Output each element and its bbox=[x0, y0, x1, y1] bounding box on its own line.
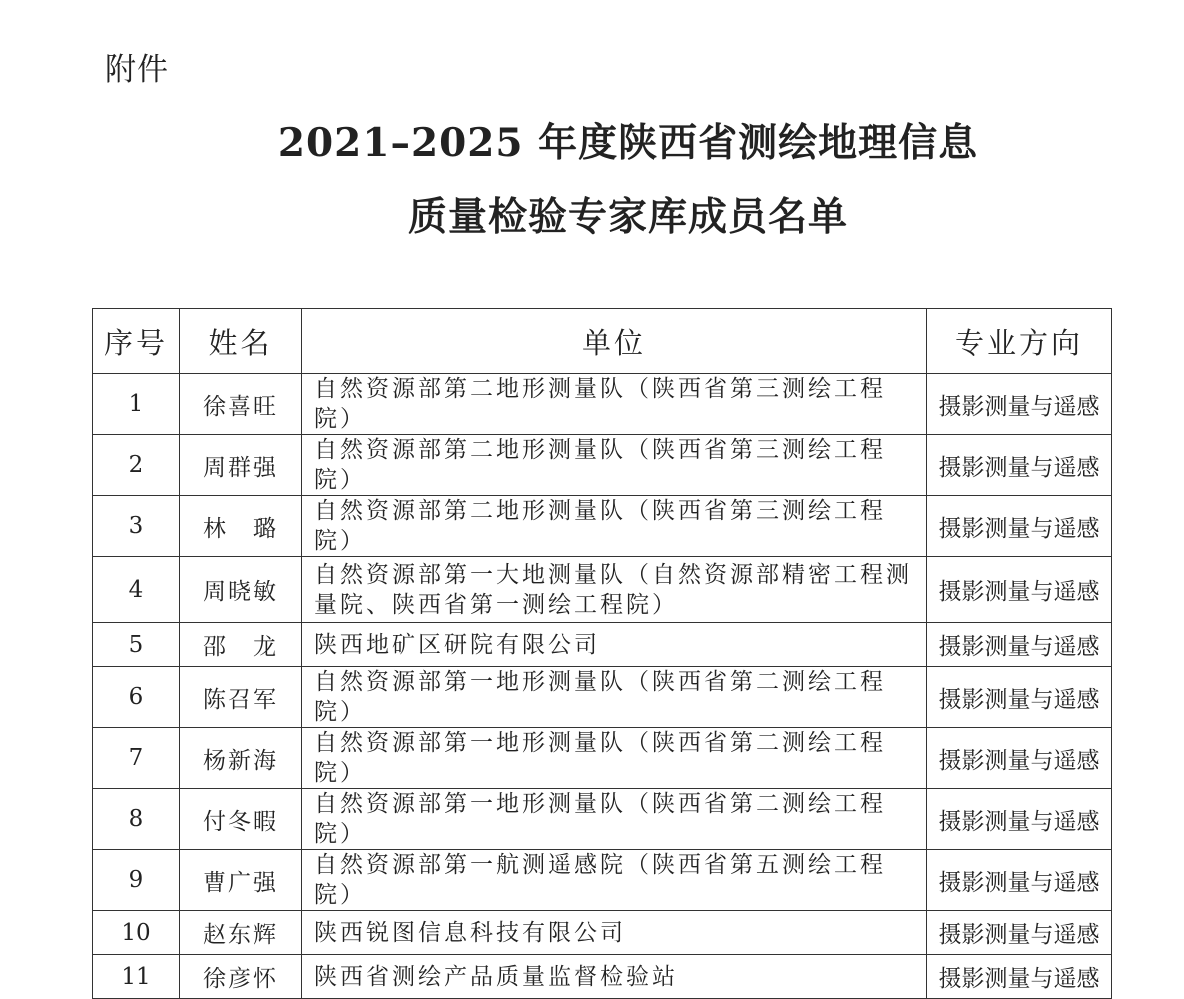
header-name: 姓名 bbox=[180, 309, 302, 374]
cell-no: 5 bbox=[93, 623, 180, 667]
cell-direction: 摄影测量与遥感 bbox=[927, 789, 1112, 850]
cell-direction: 摄影测量与遥感 bbox=[927, 911, 1112, 955]
table-row bbox=[93, 789, 1112, 850]
expert-roster-table bbox=[92, 308, 1112, 999]
table-row bbox=[93, 955, 1112, 999]
table-header-row bbox=[93, 309, 1112, 374]
cell-unit: 自然资源部第一地形测量队（陕西省第二测绘工程院） bbox=[302, 789, 927, 850]
cell-unit: 自然资源部第一大地测量队（自然资源部精密工程测量院、陕西省第一测绘工程院） bbox=[302, 557, 927, 623]
table-row bbox=[93, 557, 1112, 623]
cell-direction: 摄影测量与遥感 bbox=[927, 435, 1112, 496]
document-title-line-2: 质量检验专家库成员名单 bbox=[407, 194, 848, 240]
cell-name: 赵东辉 bbox=[180, 911, 302, 955]
table-row bbox=[93, 667, 1112, 728]
document-title-line-1: 2021–2025 年度陕西省测绘地理信息 bbox=[277, 120, 979, 166]
cell-no: 10 bbox=[93, 911, 180, 955]
table-row bbox=[93, 911, 1112, 955]
cell-direction: 摄影测量与遥感 bbox=[927, 374, 1112, 435]
table-row bbox=[93, 435, 1112, 496]
cell-unit: 陕西地矿区研院有限公司 bbox=[302, 623, 927, 667]
cell-name: 陈召军 bbox=[180, 667, 302, 728]
cell-name: 杨新海 bbox=[180, 728, 302, 789]
cell-name: 周晓敏 bbox=[180, 557, 302, 623]
table-row bbox=[93, 850, 1112, 911]
cell-direction: 摄影测量与遥感 bbox=[927, 850, 1112, 911]
cell-name: 徐彦怀 bbox=[180, 955, 302, 999]
cell-name: 林 璐 bbox=[180, 496, 302, 557]
cell-unit: 自然资源部第二地形测量队（陕西省第三测绘工程院） bbox=[302, 374, 927, 435]
cell-direction: 摄影测量与遥感 bbox=[927, 728, 1112, 789]
cell-unit: 陕西省测绘产品质量监督检验站 bbox=[302, 955, 927, 999]
cell-name: 付冬暇 bbox=[180, 789, 302, 850]
cell-no: 1 bbox=[93, 374, 180, 435]
cell-unit: 自然资源部第一地形测量队（陕西省第二测绘工程院） bbox=[302, 728, 927, 789]
cell-name: 邵 龙 bbox=[180, 623, 302, 667]
cell-name: 曹广强 bbox=[180, 850, 302, 911]
cell-no: 3 bbox=[93, 496, 180, 557]
cell-direction: 摄影测量与遥感 bbox=[927, 557, 1112, 623]
table-row bbox=[93, 728, 1112, 789]
cell-name: 周群强 bbox=[180, 435, 302, 496]
cell-no: 8 bbox=[93, 789, 180, 850]
cell-no: 6 bbox=[93, 667, 180, 728]
cell-unit: 自然资源部第二地形测量队（陕西省第三测绘工程院） bbox=[302, 435, 927, 496]
cell-unit: 陕西锐图信息科技有限公司 bbox=[302, 911, 927, 955]
table-row bbox=[93, 623, 1112, 667]
cell-name: 徐喜旺 bbox=[180, 374, 302, 435]
cell-direction: 摄影测量与遥感 bbox=[927, 496, 1112, 557]
header-direction: 专业方向 bbox=[927, 309, 1112, 374]
table-row bbox=[93, 374, 1112, 435]
cell-unit: 自然资源部第一航测遥感院（陕西省第五测绘工程院） bbox=[302, 850, 927, 911]
cell-no: 11 bbox=[93, 955, 180, 999]
cell-no: 2 bbox=[93, 435, 180, 496]
cell-direction: 摄影测量与遥感 bbox=[927, 955, 1112, 999]
header-unit: 单位 bbox=[302, 309, 927, 374]
cell-unit: 自然资源部第一地形测量队（陕西省第二测绘工程院） bbox=[302, 667, 927, 728]
cell-direction: 摄影测量与遥感 bbox=[927, 667, 1112, 728]
attachment-label: 附件 bbox=[105, 52, 169, 88]
table-row bbox=[93, 496, 1112, 557]
cell-no: 4 bbox=[93, 557, 180, 623]
header-no: 序号 bbox=[93, 309, 180, 374]
cell-unit: 自然资源部第二地形测量队（陕西省第三测绘工程院） bbox=[302, 496, 927, 557]
cell-direction: 摄影测量与遥感 bbox=[927, 623, 1112, 667]
cell-no: 9 bbox=[93, 850, 180, 911]
cell-no: 7 bbox=[93, 728, 180, 789]
